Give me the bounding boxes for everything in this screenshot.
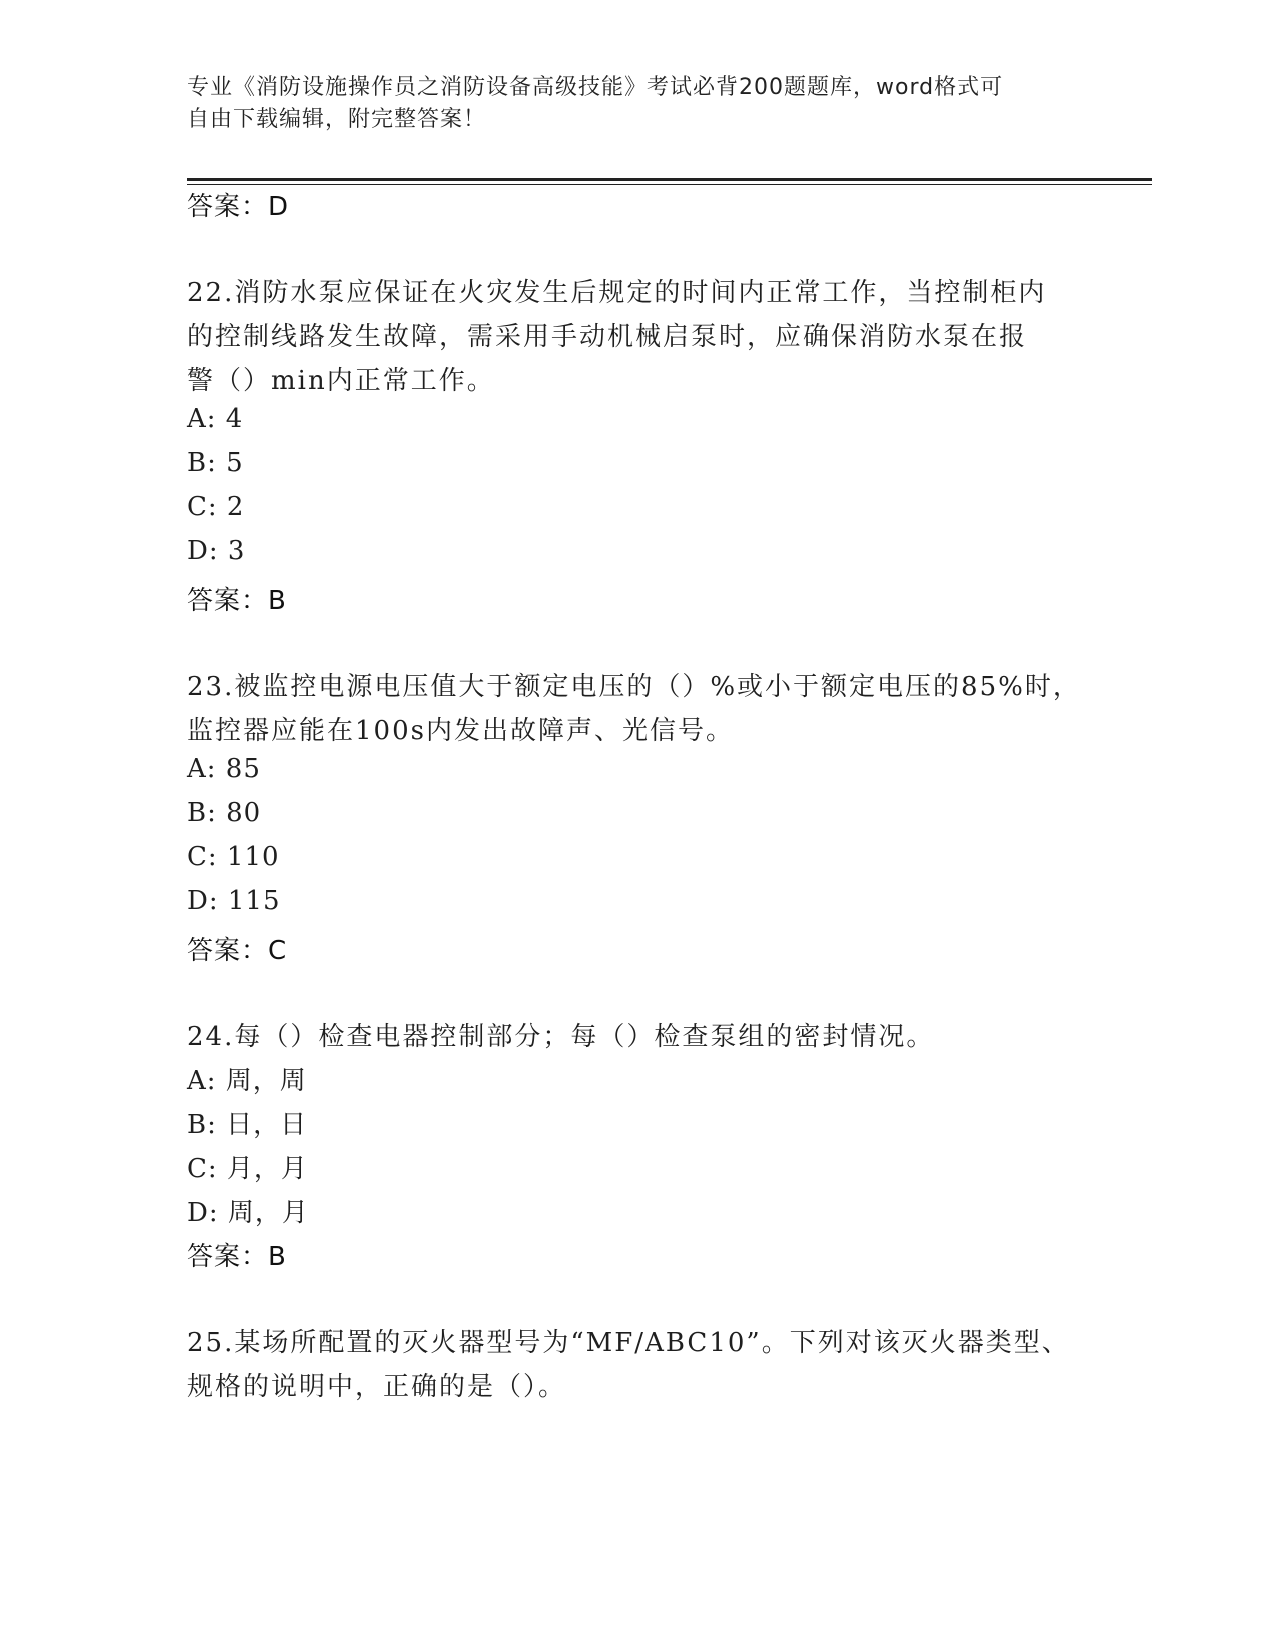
question-22-answer: 答案：B	[187, 586, 287, 616]
question-24-answer: 答案：B	[187, 1242, 287, 1272]
question-22-option-a: A: 4	[187, 404, 244, 434]
question-25-line-1: 25.某场所配置的灭火器型号为“MF/ABC10”。下列对该灭火器类型、	[187, 1328, 1070, 1358]
question-23-answer: 答案：C	[187, 936, 288, 966]
question-24-option-c: C: 月，月	[187, 1154, 308, 1184]
header-divider-thin	[187, 184, 1152, 185]
question-23-option-a: A: 85	[187, 754, 261, 784]
document-header	[187, 72, 1067, 136]
question-23-line-1: 23.被监控电源电压值大于额定电压的（）%或小于额定电压的85%时，	[187, 672, 1081, 702]
question-22-line-1: 22.消防水泵应保证在火灾发生后规定的时间内正常工作，当控制柜内	[187, 278, 1047, 308]
question-22-line-2: 的控制线路发生故障，需采用手动机械启泵时，应确保消防水泵在报	[187, 322, 1028, 352]
question-25-line-2: 规格的说明中，正确的是（）。	[187, 1372, 567, 1402]
header-line-1: 专业《消防设施操作员之消防设备高级技能》考试必背200题题库，word格式可	[187, 75, 1004, 100]
header-divider	[187, 178, 1152, 181]
question-24-option-d: D: 周，月	[187, 1198, 309, 1228]
question-23-line-2: 监控器应能在100s内发出故障声、光信号。	[187, 716, 734, 746]
question-22-option-d: D: 3	[187, 536, 246, 566]
previous-answer: 答案：D	[187, 192, 290, 222]
question-24-line-1: 24.每（）检查电器控制部分；每（）检查泵组的密封情况。	[187, 1022, 935, 1052]
question-24-option-b: B: 日，日	[187, 1110, 308, 1140]
header-line-2: 自由下载编辑，附完整答案！	[187, 107, 487, 132]
question-23-option-b: B: 80	[187, 798, 262, 828]
question-22-option-c: C: 2	[187, 492, 245, 522]
question-23-option-c: C: 110	[187, 842, 280, 872]
question-23-option-d: D: 115	[187, 886, 281, 916]
question-24-option-a: A: 周，周	[187, 1066, 307, 1096]
question-22-line-3: 警（）min内正常工作。	[187, 366, 495, 396]
question-22-option-b: B: 5	[187, 448, 244, 478]
